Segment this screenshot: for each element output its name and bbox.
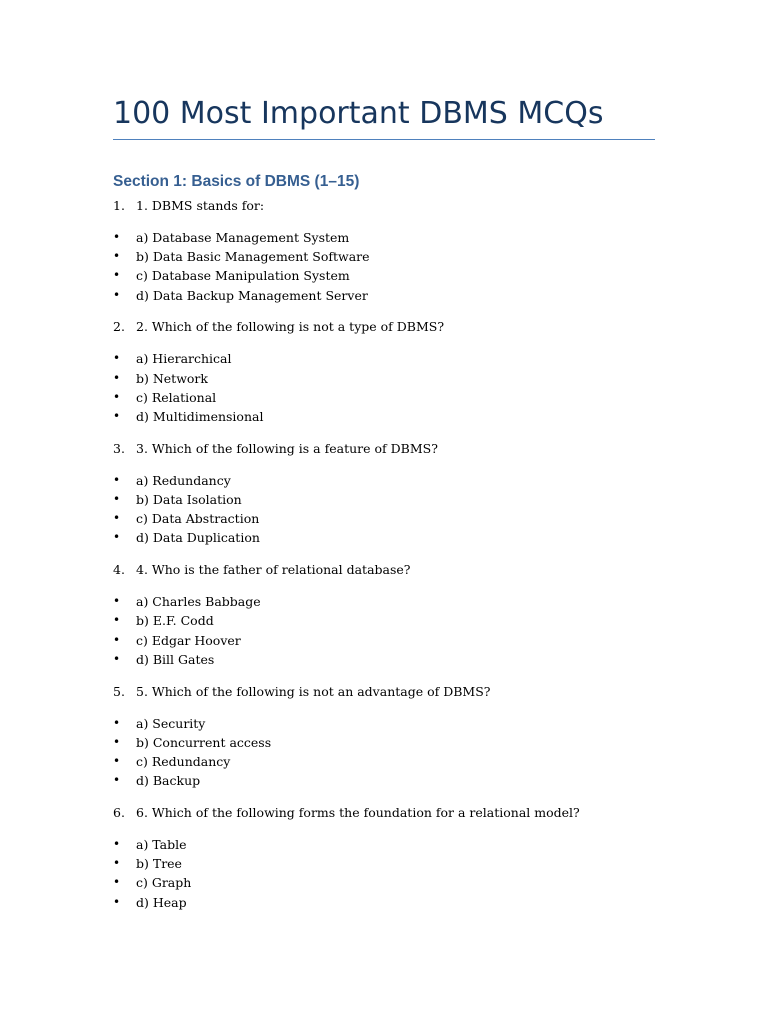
question-item xyxy=(0,682,768,803)
question-text: 5. Which of the following is not an advantage of DBMS? xyxy=(136,683,491,699)
question-item xyxy=(0,560,768,681)
question-row xyxy=(0,196,768,216)
option-text: b) E.F. Codd xyxy=(136,613,214,629)
option-item xyxy=(0,509,768,528)
option-list xyxy=(0,228,768,305)
question-row xyxy=(0,560,768,580)
bullet-icon: • xyxy=(113,856,121,871)
bullet-icon: • xyxy=(113,511,121,526)
option-text: c) Redundancy xyxy=(136,753,231,769)
option-text: a) Redundancy xyxy=(136,472,231,488)
option-item xyxy=(0,752,768,771)
bullet-icon: • xyxy=(113,613,121,628)
question-number: 1. xyxy=(113,198,125,213)
option-item xyxy=(0,873,768,892)
question-row xyxy=(0,803,768,823)
option-text: c) Graph xyxy=(136,875,192,891)
option-text: d) Multidimensional xyxy=(136,408,264,424)
option-text: d) Bill Gates xyxy=(136,651,215,667)
bullet-icon: • xyxy=(113,594,121,609)
option-item xyxy=(0,388,768,407)
option-item xyxy=(0,471,768,490)
option-item xyxy=(0,893,768,912)
option-item xyxy=(0,771,768,790)
bullet-icon: • xyxy=(113,408,121,423)
option-item xyxy=(0,490,768,509)
bullet-icon: • xyxy=(113,651,121,666)
option-item xyxy=(0,650,768,669)
bullet-icon: • xyxy=(113,249,121,264)
bullet-icon: • xyxy=(113,715,121,730)
option-text: c) Data Abstraction xyxy=(136,511,260,527)
question-number: 6. xyxy=(113,804,125,820)
bullet-icon: • xyxy=(113,530,121,545)
bullet-icon: • xyxy=(113,836,121,851)
bullet-icon: • xyxy=(113,370,121,385)
option-text: c) Relational xyxy=(136,389,217,405)
question-list xyxy=(0,196,768,924)
bullet-icon: • xyxy=(113,351,121,366)
option-item xyxy=(0,854,768,873)
option-text: c) Edgar Hoover xyxy=(136,632,241,648)
question-text: 2. Which of the following is not a type of DBMS? xyxy=(136,319,445,335)
option-list xyxy=(0,835,768,912)
question-row xyxy=(0,439,768,459)
question-item xyxy=(0,317,768,438)
option-item xyxy=(0,369,768,388)
bullet-icon: • xyxy=(113,632,121,647)
option-list xyxy=(0,714,768,791)
option-item xyxy=(0,835,768,854)
bullet-icon: • xyxy=(113,389,121,404)
option-text: a) Security xyxy=(136,715,206,731)
option-text: d) Data Backup Management Server xyxy=(136,287,368,303)
option-item xyxy=(0,733,768,752)
question-number: 3. xyxy=(113,440,125,456)
question-row xyxy=(0,317,768,337)
option-text: b) Data Isolation xyxy=(136,491,242,507)
option-list xyxy=(0,349,768,426)
question-number: 5. xyxy=(113,683,125,699)
question-item xyxy=(0,439,768,560)
option-text: d) Backup xyxy=(136,773,201,789)
option-text: d) Data Duplication xyxy=(136,530,260,546)
question-number: 4. xyxy=(113,562,125,578)
option-item xyxy=(0,247,768,266)
bullet-icon: • xyxy=(113,753,121,768)
bullet-icon: • xyxy=(113,773,121,788)
option-list xyxy=(0,592,768,669)
option-item xyxy=(0,592,768,611)
option-item xyxy=(0,286,768,305)
option-item xyxy=(0,611,768,630)
bullet-icon: • xyxy=(113,491,121,506)
option-text: a) Hierarchical xyxy=(136,351,232,367)
section-heading: Section 1: Basics of DBMS (1–15) xyxy=(113,173,360,190)
option-list xyxy=(0,471,768,548)
option-item xyxy=(0,349,768,368)
question-row xyxy=(0,682,768,702)
document-title: 100 Most Important DBMS MCQs xyxy=(113,96,604,131)
bullet-icon: • xyxy=(113,875,121,890)
question-text: 3. Which of the following is a feature of DBMS? xyxy=(136,440,438,456)
question-text: 6. Which of the following forms the foundation for a relational model? xyxy=(136,804,580,820)
option-text: b) Tree xyxy=(136,856,182,872)
title-underline-rule xyxy=(113,139,655,140)
option-item xyxy=(0,631,768,650)
question-text: 1. DBMS stands for: xyxy=(136,198,265,213)
option-item xyxy=(0,407,768,426)
option-text: b) Data Basic Management Software xyxy=(136,249,370,265)
option-text: c) Database Manipulation System xyxy=(136,268,350,284)
option-text: b) Network xyxy=(136,370,208,386)
option-text: a) Charles Babbage xyxy=(136,594,261,610)
bullet-icon: • xyxy=(113,287,121,302)
bullet-icon: • xyxy=(113,230,121,244)
bullet-icon: • xyxy=(113,472,121,487)
question-text: 4. Who is the father of relational database? xyxy=(136,562,411,578)
option-text: a) Table xyxy=(136,836,187,852)
option-item xyxy=(0,266,768,285)
question-number: 2. xyxy=(113,319,125,335)
option-text: a) Database Management System xyxy=(136,230,350,245)
bullet-icon: • xyxy=(113,734,121,749)
option-text: b) Concurrent access xyxy=(136,734,272,750)
question-item xyxy=(0,803,768,924)
option-item xyxy=(0,714,768,733)
bullet-icon: • xyxy=(113,268,121,283)
option-item xyxy=(0,228,768,247)
bullet-icon: • xyxy=(113,894,121,909)
option-item xyxy=(0,528,768,547)
question-item xyxy=(0,196,768,317)
option-text: d) Heap xyxy=(136,894,187,910)
